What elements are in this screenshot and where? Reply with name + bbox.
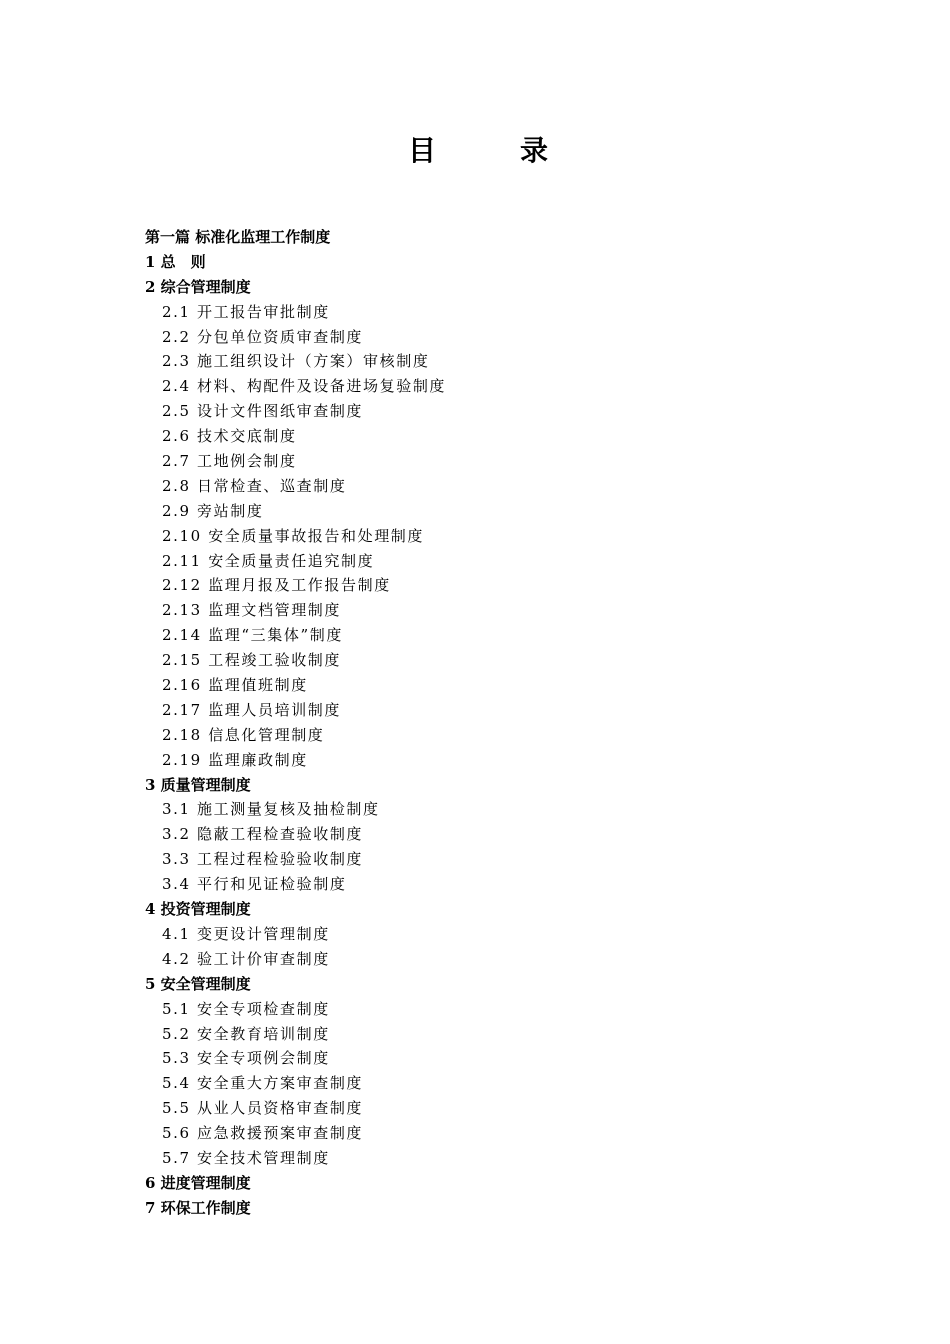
toc-entry-title: 开工报告审批制度 <box>197 302 330 321</box>
toc-subsection-entry[interactable] <box>145 399 845 424</box>
toc-entry-title: 平行和见证检验制度 <box>197 875 347 894</box>
toc-subsection-entry[interactable] <box>145 374 845 399</box>
toc-subsection-entry[interactable] <box>145 524 845 549</box>
toc-entry-number: 3.3 <box>162 850 191 869</box>
toc-subsection-entry[interactable] <box>145 797 845 822</box>
toc-entry-title: 标准化监理工作制度 <box>195 228 331 246</box>
toc-entry-title: 监理廉政制度 <box>208 750 308 769</box>
toc-subsection-entry[interactable] <box>145 1071 845 1096</box>
toc-entry-title: 总 则 <box>160 252 206 271</box>
toc-subsection-entry[interactable] <box>145 1022 845 1047</box>
toc-entry-title: 安全教育培训制度 <box>197 1024 330 1043</box>
toc-subsection-entry[interactable] <box>145 748 845 773</box>
toc-entry-number: 2.13 <box>162 601 202 620</box>
toc-subsection-entry[interactable] <box>145 474 845 499</box>
toc-subsection-entry[interactable] <box>145 648 845 673</box>
toc-subsection-entry[interactable] <box>145 349 845 374</box>
toc-entry-number: 5.5 <box>162 1099 191 1118</box>
toc-entry-title: 技术交底制度 <box>197 427 297 446</box>
toc-chapter-entry[interactable] <box>145 275 845 300</box>
toc-entry-number: 2.5 <box>162 402 191 421</box>
toc-chapter-entry[interactable] <box>145 1196 845 1221</box>
toc-entry-number: 5.1 <box>162 999 191 1018</box>
toc-entry-title: 安全重大方案审查制度 <box>197 1074 364 1093</box>
toc-entry-title: 分包单位资质审查制度 <box>197 327 364 346</box>
toc-entry-number: 2.2 <box>162 327 191 346</box>
toc-entry-number: 2.7 <box>162 452 191 471</box>
toc-entry-title: 安全技术管理制度 <box>197 1148 330 1167</box>
toc-entry-title: 质量管理制度 <box>160 775 251 794</box>
toc-subsection-entry[interactable] <box>145 598 845 623</box>
toc-entry-number: 2.11 <box>162 551 202 570</box>
toc-entry-number: 6 <box>145 1173 156 1192</box>
toc-chapter-entry[interactable] <box>145 250 845 275</box>
toc-chapter-entry[interactable] <box>145 972 845 997</box>
toc-subsection-entry[interactable] <box>145 872 845 897</box>
toc-subsection-entry[interactable] <box>145 499 845 524</box>
toc-entry-number: 5.6 <box>162 1124 191 1143</box>
toc-entry-title: 工程过程检验验收制度 <box>197 850 364 869</box>
toc-entry-number: 5.3 <box>162 1049 191 1068</box>
toc-entry-title: 应急救援预案审查制度 <box>197 1124 364 1143</box>
toc-subsection-entry[interactable] <box>145 1146 845 1171</box>
toc-entry-number: 5 <box>145 974 156 993</box>
toc-entry-title: 安全质量责任追究制度 <box>208 551 375 570</box>
toc-subsection-entry[interactable] <box>145 1121 845 1146</box>
toc-subsection-entry[interactable] <box>145 449 845 474</box>
toc-entry-title: 工程竣工验收制度 <box>208 651 341 670</box>
toc-entry-number: 4.2 <box>162 949 191 968</box>
toc-entry-number: 4 <box>145 900 156 919</box>
toc-entry-number: 3.1 <box>162 800 191 819</box>
toc-entry-number: 2.15 <box>162 651 202 670</box>
toc-entry-title: 监理人员培训制度 <box>208 700 341 719</box>
toc-entry-number: 2.3 <box>162 352 191 371</box>
toc-entry-number: 2.1 <box>162 302 191 321</box>
toc-subsection-entry[interactable] <box>145 1096 845 1121</box>
toc-subsection-entry[interactable] <box>145 847 845 872</box>
toc-entry-title: 隐蔽工程检查验收制度 <box>197 825 364 844</box>
toc-entry-title: 监理月报及工作报告制度 <box>208 576 391 595</box>
toc-subsection-entry[interactable] <box>145 325 845 350</box>
toc-entry-number: 2 <box>145 277 156 296</box>
toc-entry-title: 监理“三集体”制度 <box>208 626 343 645</box>
toc-entry-number: 2.8 <box>162 476 191 495</box>
toc-subsection-entry[interactable] <box>145 698 845 723</box>
toc-subsection-entry[interactable] <box>145 673 845 698</box>
toc-entry-number: 7 <box>145 1198 156 1217</box>
toc-subsection-entry[interactable] <box>145 424 845 449</box>
toc-entry-title: 安全专项例会制度 <box>197 1049 330 1068</box>
toc-subsection-entry[interactable] <box>145 822 845 847</box>
toc-entry-title: 变更设计管理制度 <box>197 924 330 943</box>
toc-entry-title: 安全质量事故报告和处理制度 <box>208 526 424 545</box>
toc-entry-number: 5.7 <box>162 1148 191 1167</box>
toc-subsection-entry[interactable] <box>145 300 845 325</box>
toc-entry-title: 设计文件图纸审查制度 <box>197 402 364 421</box>
toc-chapter-entry[interactable] <box>145 773 845 798</box>
toc-entry-title: 综合管理制度 <box>160 277 251 296</box>
toc-subsection-entry[interactable] <box>145 549 845 574</box>
toc-entry-number: 2.6 <box>162 427 191 446</box>
toc-part-entry[interactable] <box>145 225 845 250</box>
toc-entry-title: 工地例会制度 <box>197 452 297 471</box>
toc-entry-title: 验工计价审查制度 <box>197 949 330 968</box>
toc-chapter-entry[interactable] <box>145 897 845 922</box>
toc-entry-number: 2.16 <box>162 676 202 695</box>
toc-entry-number: 5.4 <box>162 1074 191 1093</box>
toc-entry-title: 材料、构配件及设备进场复验制度 <box>197 377 447 396</box>
toc-chapter-entry[interactable] <box>145 1171 845 1196</box>
toc-subsection-entry[interactable] <box>145 997 845 1022</box>
toc-entry-title: 监理值班制度 <box>208 676 308 695</box>
toc-entry-number: 1 <box>145 252 156 271</box>
toc-entry-title: 从业人员资格审查制度 <box>197 1099 364 1118</box>
toc-entry-number: 2.12 <box>162 576 202 595</box>
toc-entry-title: 施工组织设计（方案）审核制度 <box>197 352 430 371</box>
toc-entry-title: 安全专项检查制度 <box>197 999 330 1018</box>
toc-subsection-entry[interactable] <box>145 1046 845 1071</box>
toc-entry-number: 2.4 <box>162 377 191 396</box>
page-title: 目 录 <box>407 134 576 167</box>
toc-entry-title: 日常检查、巡查制度 <box>197 476 347 495</box>
toc-entry-number: 3 <box>145 775 156 794</box>
toc-entry-title: 信息化管理制度 <box>208 725 325 744</box>
toc-entry-number: 3.2 <box>162 825 191 844</box>
toc-subsection-entry[interactable] <box>145 947 845 972</box>
toc-entry-number: 3.4 <box>162 875 191 894</box>
toc-entry-number: 5.2 <box>162 1024 191 1043</box>
toc-entry-title: 进度管理制度 <box>160 1173 251 1192</box>
toc-entry-title: 施工测量复核及抽检制度 <box>197 800 380 819</box>
toc-entry-number: 2.10 <box>162 526 202 545</box>
toc-entry-number: 第一篇 <box>145 228 191 246</box>
toc-entry-title: 安全管理制度 <box>160 974 251 993</box>
toc-entry-number: 2.19 <box>162 750 202 769</box>
toc-entry-number: 2.14 <box>162 626 202 645</box>
table-of-contents <box>145 225 845 1221</box>
toc-subsection-entry[interactable] <box>145 922 845 947</box>
toc-entry-number: 2.18 <box>162 725 202 744</box>
toc-subsection-entry[interactable] <box>145 573 845 598</box>
toc-entry-number: 2.9 <box>162 501 191 520</box>
toc-entry-title: 监理文档管理制度 <box>208 601 341 620</box>
toc-subsection-entry[interactable] <box>145 623 845 648</box>
toc-entry-title: 投资管理制度 <box>160 900 251 919</box>
toc-entry-title: 环保工作制度 <box>160 1198 251 1217</box>
toc-entry-title: 旁站制度 <box>197 501 264 520</box>
toc-entry-number: 2.17 <box>162 700 202 719</box>
toc-subsection-entry[interactable] <box>145 723 845 748</box>
toc-entry-number: 4.1 <box>162 924 191 943</box>
